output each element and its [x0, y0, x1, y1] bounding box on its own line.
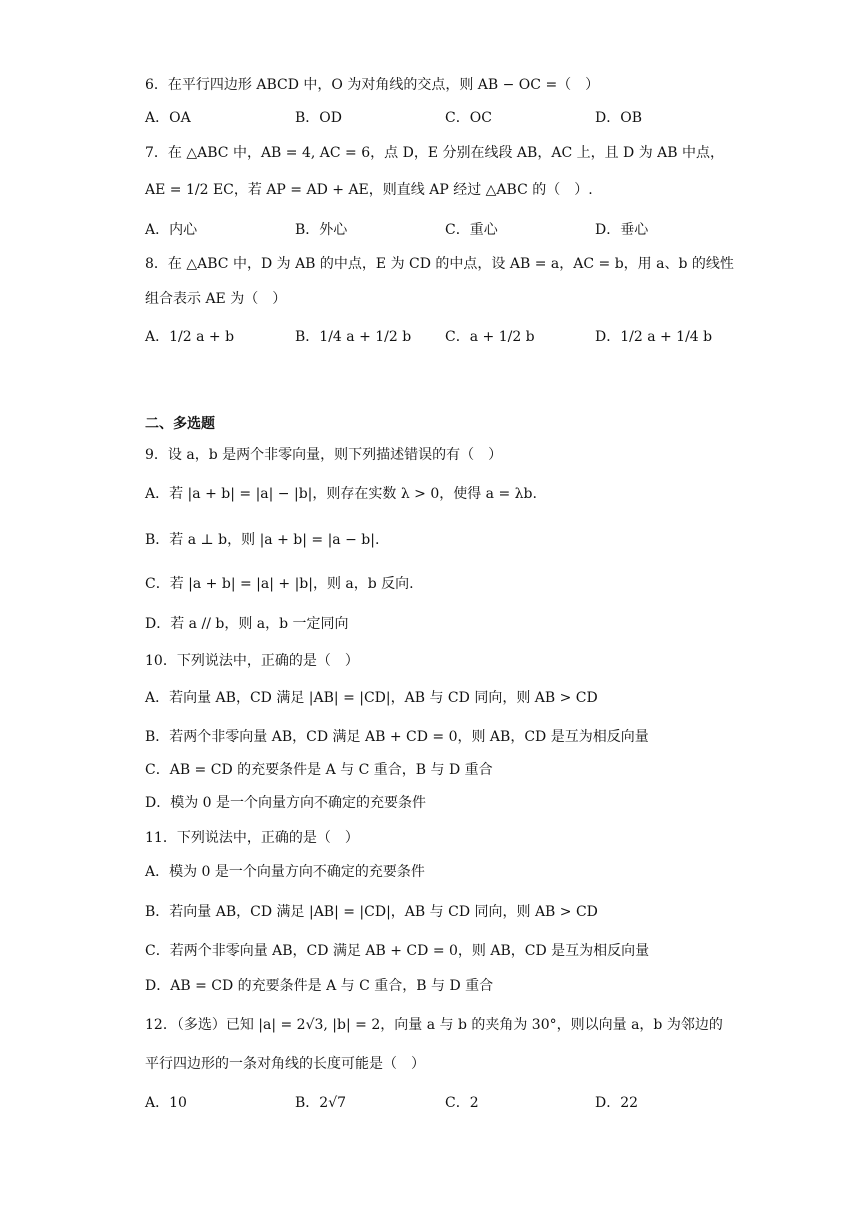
- q7-option-d: D．垂心: [595, 222, 649, 238]
- q6-option-d: D．OB: [595, 110, 642, 126]
- q8-option-a: A．1/2 a + b: [145, 329, 235, 345]
- q12-option-c: C．2: [445, 1095, 479, 1111]
- q11-option-a: A．模为 0 是一个向量方向不确定的充要条件: [145, 864, 425, 880]
- q9-option-d: D．若 a // b，则 a，b 一定同向: [145, 616, 349, 632]
- q7-option-a: A．内心: [145, 222, 198, 238]
- q12-option-b: B．2√7: [295, 1095, 347, 1111]
- q9-option-b: B．若 a ⊥ b，则 |a + b| = |a − b|.: [145, 532, 380, 548]
- question-10-stem: 10．下列说法中，正确的是（ ）: [145, 653, 359, 669]
- question-9-stem: 9．设 a，b 是两个非零向量，则下列描述错误的有（ ）: [145, 447, 503, 463]
- q8-option-c: C．a + 1/2 b: [445, 329, 535, 345]
- q7-option-c: C．重心: [445, 222, 498, 238]
- q12-option-a: A．10: [145, 1095, 187, 1111]
- q6-option-c: C．OC: [445, 110, 492, 126]
- q11-option-b: B．若向量 AB，CD 满足 |AB| = |CD|，AB 与 CD 同向，则 AB > CD: [145, 904, 598, 920]
- q9-option-a: A．若 |a + b| = |a| − |b|，则存在实数 λ > 0，使得 a = λb.: [145, 486, 537, 502]
- question-12-stem-line2: 平行四边形的一条对角线的长度可能是（ ）: [145, 1056, 425, 1072]
- q8-option-b: B．1/4 a + 1/2 b: [295, 329, 412, 345]
- question-7-stem-line2: AE = 1/2 EC，若 AP = AD + AE，则直线 AP 经过 △ABC 的（ ）.: [145, 182, 593, 198]
- question-8-stem-line1: 8．在 △ABC 中，D 为 AB 的中点，E 为 CD 的中点，设 AB = a，AC = b，用 a、b 的线性: [145, 256, 734, 272]
- q10-option-a: A．若向量 AB，CD 满足 |AB| = |CD|，AB 与 CD 同向，则 AB > CD: [145, 690, 598, 706]
- question-11-stem: 11．下列说法中，正确的是（ ）: [145, 830, 359, 846]
- question-12-stem-line1: 12．（多选）已知 |a| = 2√3, |b| = 2，向量 a 与 b 的夹角为 30°，则以向量 a，b 为邻边的: [145, 1017, 723, 1033]
- q8-option-d: D．1/2 a + 1/4 b: [595, 329, 713, 345]
- question-6-stem: 6．在平行四边形 ABCD 中，O 为对角线的交点，则 AB − OC =（ ）: [145, 77, 600, 93]
- q6-option-a: A．OA: [145, 110, 191, 126]
- q10-option-d: D．模为 0 是一个向量方向不确定的充要条件: [145, 795, 427, 811]
- q10-option-b: B．若两个非零向量 AB，CD 满足 AB + CD = 0，则 AB，CD 是互为相反向量: [145, 729, 649, 745]
- question-7-stem-line1: 7．在 △ABC 中，AB = 4, AC = 6，点 D，E 分别在线段 AB，AC 上，且 D 为 AB 中点，: [145, 145, 725, 161]
- q11-option-d: D．AB = CD 的充要条件是 A 与 C 重合，B 与 D 重合: [145, 978, 494, 994]
- q7-option-b: B．外心: [295, 222, 348, 238]
- q10-option-c: C．AB = CD 的充要条件是 A 与 C 重合，B 与 D 重合: [145, 762, 493, 778]
- q12-option-d: D．22: [595, 1095, 639, 1111]
- section-title: 二、多选题: [145, 416, 215, 432]
- q9-option-c: C．若 |a + b| = |a| + |b|，则 a，b 反向.: [145, 576, 414, 592]
- q6-option-b: B．OD: [295, 110, 342, 126]
- q11-option-c: C．若两个非零向量 AB，CD 满足 AB + CD = 0，则 AB，CD 是互为相反向量: [145, 943, 650, 959]
- question-8-stem-line2: 组合表示 AE 为（ ）: [145, 291, 287, 307]
